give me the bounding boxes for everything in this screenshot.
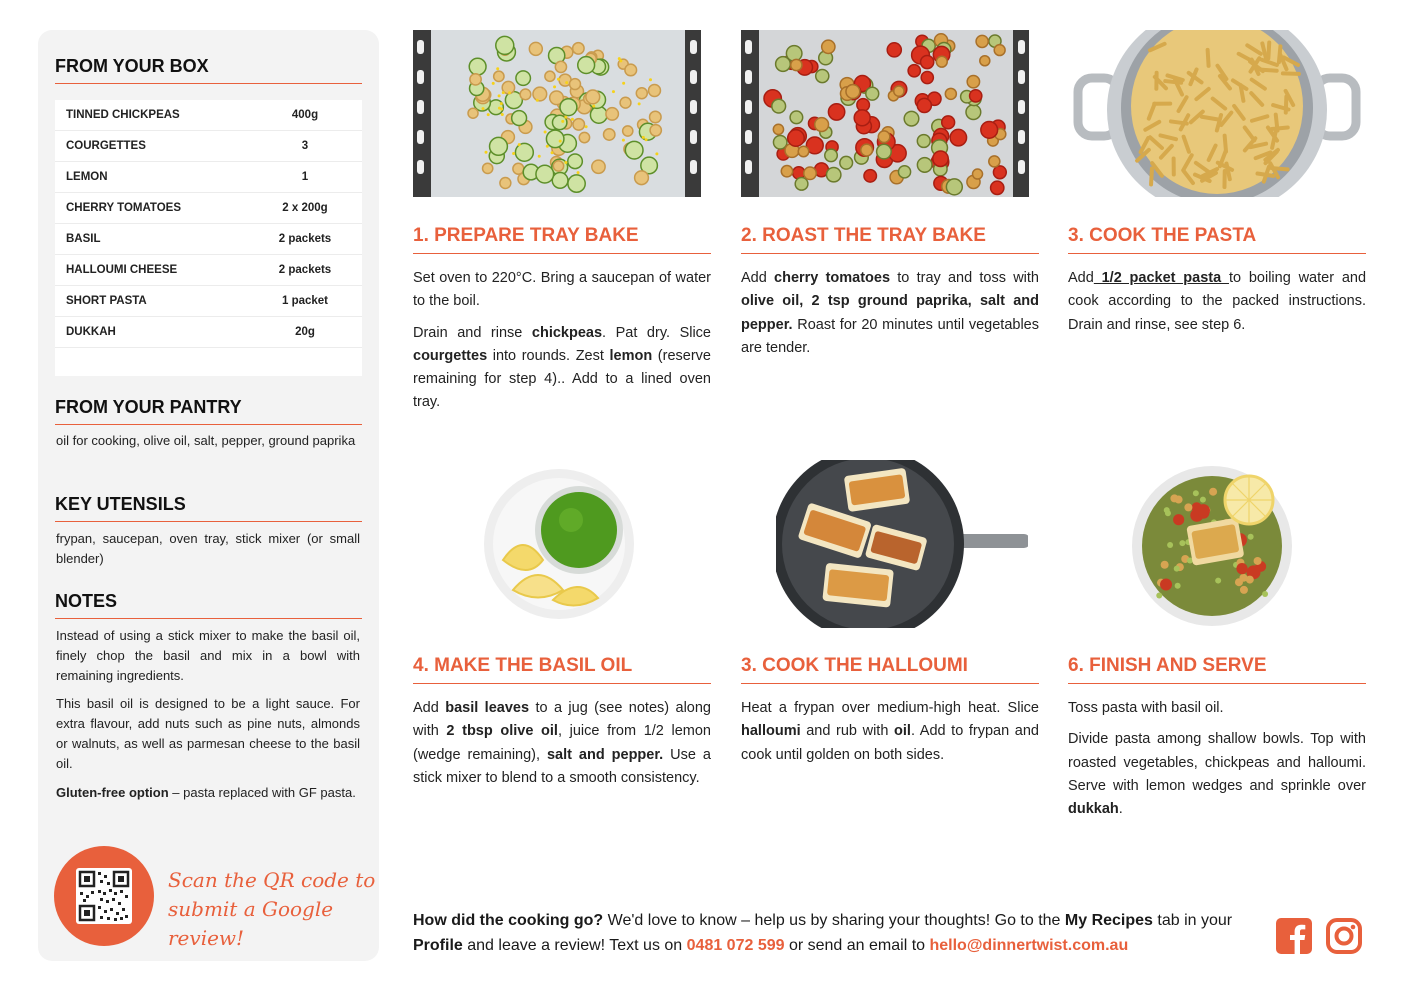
qr-code-icon[interactable] [76, 868, 132, 924]
step-3-heading: 3. COOK THE PASTA [1068, 225, 1366, 254]
step-6-text [1068, 697, 1366, 829]
my-recipes-label: My Recipes [1064, 912, 1153, 929]
utensils-text: frypan, saucepan, oven tray, stick mixer (or small blender) [56, 531, 360, 566]
ingredient-name: BASIL [66, 233, 101, 245]
step-5-paragraph-1: Heat a frypan over medium-high heat. Slice halloumi and rub with oil. Add to frypan and cook until golden on both sides. [741, 700, 1039, 763]
ingredient-row [55, 317, 362, 348]
facebook-icon[interactable] [1276, 918, 1312, 954]
roasted-tomatoes-tray-photo [741, 30, 1029, 197]
ingredient-name: TINNED CHICKPEAS [66, 109, 180, 121]
ingredient-row [55, 286, 362, 317]
ingredient-name: SHORT PASTA [66, 295, 147, 307]
ingredient-name: CHERRY TOMATOES [66, 202, 182, 214]
footer-question: How did the cooking go? [413, 912, 604, 929]
notes-paragraph-1: Instead of using a stick mixer to make the basil oil, finely chop the basil and mix in a bowl with remaining ingredients. [56, 628, 360, 683]
ingredient-row [55, 193, 362, 224]
ingredients-sidebar [38, 30, 379, 961]
ingredient-name: LEMON [66, 171, 108, 183]
pasta-colander-photo [1068, 30, 1366, 197]
ingredient-name: HALLOUMI CHEESE [66, 264, 178, 276]
step-2-paragraph-1: Add cherry tomatoes to tray and toss with olive oil, 2 tsp ground paprika, salt and pepper. Roast for 20 minutes until vegetables are tender. [741, 270, 1039, 356]
halloumi-frypan-photo [776, 460, 1028, 628]
ingredient-row [55, 162, 362, 193]
step-3-text [1068, 267, 1366, 345]
from-your-box-heading: FROM YOUR BOX [55, 56, 362, 84]
ingredient-qty: 3 [301, 140, 309, 152]
gluten-free-text: – pasta replaced with GF pasta. [168, 785, 356, 800]
step-2-heading: 2. ROAST THE TRAY BAKE [741, 225, 1039, 254]
ingredient-qty: 1 packet [281, 295, 329, 307]
profile-label: Profile [413, 937, 463, 954]
step-1-heading: 1. PREPARE TRAY BAKE [413, 225, 711, 254]
ingredient-qty: 400g [291, 109, 319, 121]
pasta-bowl-photo [1131, 460, 1293, 628]
step-1-paragraph-1: Set oven to 220°C. Bring a saucepan of water to the boil. [413, 270, 711, 310]
ingredient-qty: 2 packets [278, 264, 332, 276]
basil-oil-jar-photo [483, 460, 635, 622]
notes-paragraph-2: This basil oil is designed to be a light sauce. For extra flavour, add nuts such as pine nuts, almonds or walnuts, as well as parmesan cheese to the basil oil. [56, 696, 360, 771]
step-5-text [741, 697, 1039, 775]
step-6-heading: 6. FINISH AND SERVE [1068, 655, 1366, 684]
step-4-text [413, 697, 711, 798]
key-utensils-heading: KEY UTENSILS [55, 494, 362, 522]
pantry-text: oil for cooking, olive oil, salt, pepper, ground paprika [56, 433, 356, 448]
qr-review-line-1: Scan the QR code to [168, 868, 376, 892]
step-4-paragraph-1: Add basil leaves to a jug (see notes) along with 2 tbsp olive oil, juice from 1/2 lemon (wedge remaining), salt and pepper. Use a stick mixer to blend to a smooth consistency. [413, 700, 711, 786]
step-4-heading: 4. MAKE THE BASIL OIL [413, 655, 711, 684]
ingredient-row [55, 255, 362, 286]
step-6-paragraph-1: Toss pasta with basil oil. [1068, 700, 1224, 716]
ingredient-row [55, 131, 362, 162]
ingredient-name: COURGETTES [66, 140, 146, 152]
ingredient-row [55, 224, 362, 255]
step-6-paragraph-2: Divide pasta among shallow bowls. Top with roasted vegetables, chickpeas and halloumi. Serve with lemon wedges and sprinkle over dukkah. [1068, 731, 1366, 818]
from-your-pantry-heading: FROM YOUR PANTRY [55, 397, 362, 425]
step-2-text [741, 267, 1039, 368]
phone-link[interactable]: 0481 072 599 [686, 937, 785, 954]
review-footer: How did the cooking go? We'd love to know – help us by sharing your thoughts! Go to the My Recipes tab in your Profile and leave a review! Text us on 0481 072 599 or send an email to hello@dinnertwist.com.au [413, 912, 1233, 954]
ingredient-qty: 1 [301, 171, 309, 183]
step-1-text [413, 267, 711, 423]
ingredients-table [55, 100, 362, 376]
chickpeas-courgette-tray-photo [413, 30, 701, 197]
qr-review-line-2: submit a Google review! [168, 897, 334, 950]
step-5-heading: 3. COOK THE HALLOUMI [741, 655, 1039, 684]
ingredient-qty: 2 packets [278, 233, 332, 245]
ingredient-name: DUKKAH [66, 326, 116, 338]
email-link[interactable]: hello@dinnertwist.com.au [929, 937, 1129, 954]
step-3-paragraph-1: Add 1/2 packet pasta to boiling water and cook according to the packed instructions. Drain and rinse, see step 6. [1068, 270, 1367, 333]
qr-review-prompt [168, 866, 379, 953]
ingredient-row [55, 100, 362, 131]
notes-heading: NOTES [55, 591, 362, 619]
notes-paragraph-3 [56, 783, 360, 803]
ingredient-qty: 2 x 200g [282, 202, 328, 214]
ingredient-qty: 20g [295, 326, 315, 338]
qr-code-badge[interactable] [54, 846, 154, 946]
gluten-free-label: Gluten-free option [56, 785, 169, 800]
step-1-paragraph-2: Drain and rinse chickpeas. Pat dry. Slice courgettes into rounds. Zest lemon (reserve remaining for step 4).. Add to a lined oven tray. [413, 324, 711, 411]
instagram-icon[interactable] [1326, 918, 1362, 954]
